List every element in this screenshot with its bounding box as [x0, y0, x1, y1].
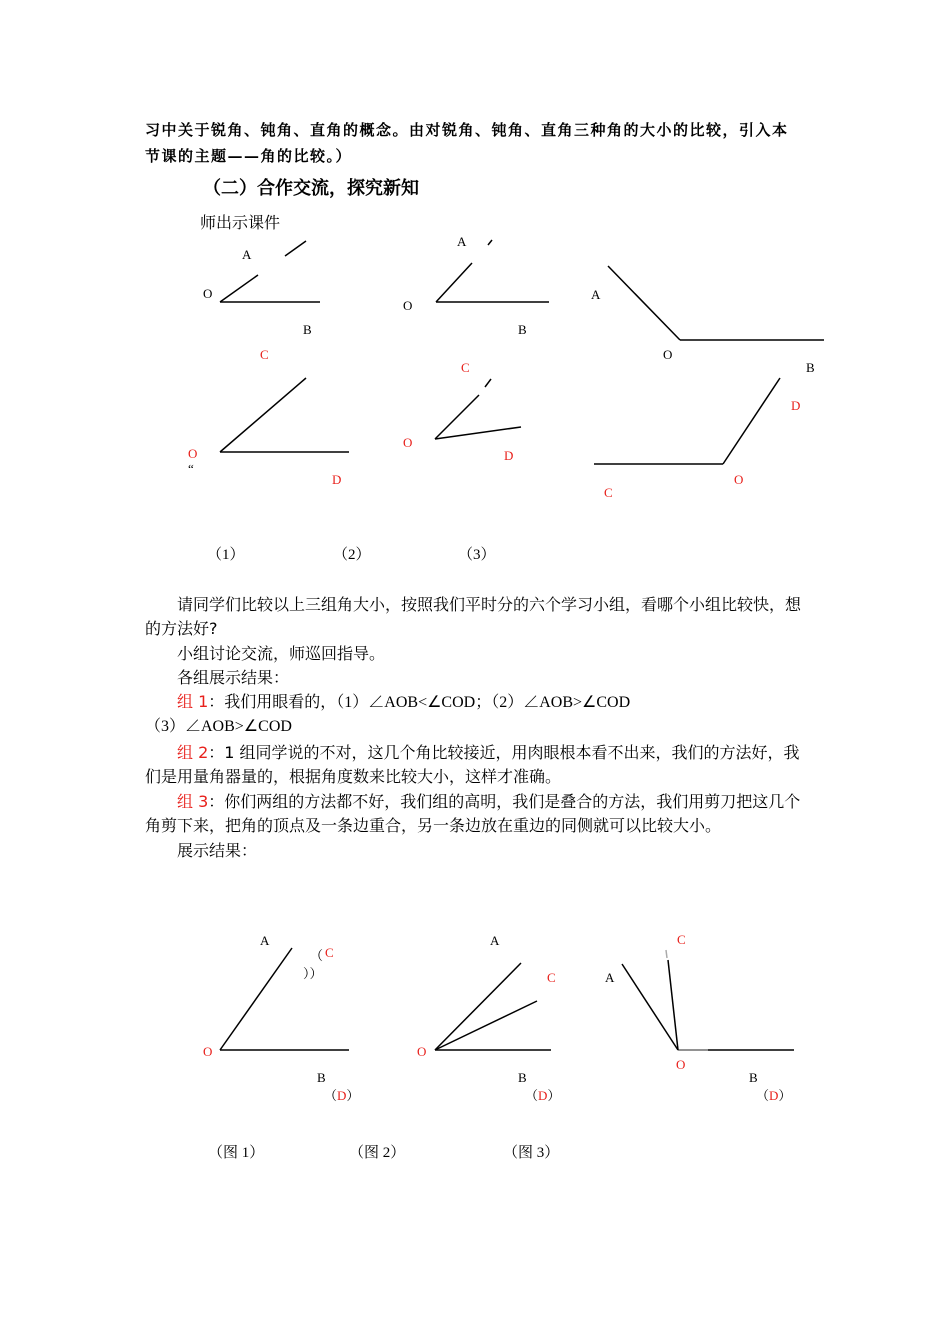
fig2-label-c: C: [461, 360, 470, 375]
bfig2-label-b: B: [518, 1070, 527, 1085]
intro-line-2: 节课的主题——角的比较。）: [145, 147, 353, 165]
teacher-shows-text: 师出示课件: [200, 213, 281, 232]
caption-1: （1）: [207, 547, 245, 563]
fig2-ray-oa-end: [488, 240, 492, 245]
group-1-label: 组 1: [177, 692, 209, 711]
bfig3-label-o: O: [676, 1057, 686, 1072]
group-2-text: ：1 组同学说的不对，这几个角比较接近，用肉眼根本看不出来，我们的方法好，我们是用量角器量的，根据角度数来比较大小，这样才准确。: [145, 743, 800, 786]
bfig1-ray-oa: [220, 948, 292, 1050]
fig3-ray-oa: [608, 266, 680, 340]
fig1-label-a: A: [242, 247, 252, 262]
intro-line-1: 习中关于锐角、钝角、直角的概念。由对锐角、钝角、直角三种角的大小的比较，引入本: [145, 121, 789, 139]
caption-figure-3: （图 3）: [503, 1145, 560, 1161]
caption-3: （3）: [458, 547, 496, 563]
bfig3-label-a: A: [605, 970, 615, 985]
fig2-label-a: A: [457, 234, 467, 249]
fig1-label-d: D: [332, 472, 342, 487]
bfig2-label-o: O: [417, 1044, 427, 1059]
bfig2-d: D: [538, 1088, 548, 1103]
bfig3-d: D: [769, 1088, 779, 1103]
fig2-label-o: O: [403, 298, 413, 313]
fig3-label-o-bottom: O: [734, 472, 744, 487]
paragraph-discussion: 小组讨论交流，师巡回指导。: [177, 644, 386, 663]
caption-figure-1: （图 1）: [208, 1145, 265, 1161]
bfig1-d-close: ）: [346, 1088, 360, 1103]
fig2-ray-oc-end: [485, 379, 491, 387]
fig2-ray-oa: [436, 263, 472, 302]
fig1-label-o-bottom: O: [188, 446, 198, 461]
paragraph-compare-instructions: 请同学们比较以上三组角大小，按照我们平时分的六个学习小组，看哪个小组比较快，想的方法好?: [145, 595, 802, 638]
group-1-text: ：我们用眼看的，（1）∠AOB<∠COD；（2）∠AOB>∠COD: [208, 694, 631, 711]
bfig2-label-a: A: [490, 933, 500, 948]
bfig3-ray-oc-end: [666, 950, 667, 958]
paragraph-results-intro: 各组展示结果：: [177, 668, 290, 687]
group-3-text: ：你们两组的方法都不好，我们组的高明，我们是叠合的方法，我们用剪刀把这几个角剪下来，把角的顶点及一条边重合，另一条边放在重边的同侧就可以比较大小。: [145, 792, 801, 835]
bfig3-label-b: B: [749, 1070, 758, 1085]
paragraph-group-3: [145, 790, 815, 838]
paragraph-group-1: [145, 690, 815, 715]
paragraph-show-results: 展示结果：: [177, 841, 258, 860]
fig1-label-o: O: [203, 286, 213, 301]
bfig2-label-d: [525, 1085, 560, 1104]
group-2-label: 组 2: [177, 743, 209, 762]
bfig3-label-d: [756, 1085, 791, 1104]
bfig3-d-open: （: [756, 1088, 770, 1103]
fig2-label-b: B: [518, 322, 527, 337]
bfig1-paren-close: ））: [303, 966, 323, 981]
bfig3-d-close: ）: [778, 1088, 792, 1103]
bfig1-d: D: [337, 1088, 347, 1103]
fig2-label-o-bottom: O: [403, 435, 413, 450]
fig1-ray-oa-end: [285, 241, 306, 256]
bfig1-d-open: （: [324, 1088, 338, 1103]
section-heading: （二）合作交流，探究新知: [203, 178, 419, 199]
bfig1-label-a: A: [260, 933, 270, 948]
bfig1-label-o: O: [203, 1044, 213, 1059]
fig1-ray-oc: [220, 378, 306, 452]
bfig1-label-b: B: [317, 1070, 326, 1085]
fig1-label-c: C: [260, 347, 269, 362]
bfig3-label-c: C: [677, 932, 686, 947]
paragraph-group-1-cont: （3）∠AOB>∠COD: [145, 718, 292, 735]
bfig2-ray-oa: [435, 963, 521, 1050]
fig3-ray-od: [723, 378, 780, 464]
fig3-label-a: A: [591, 287, 601, 302]
caption-2: （2）: [333, 547, 371, 563]
bfig2-d-open: （: [525, 1088, 539, 1103]
fig1-stray-quote: “: [188, 461, 194, 476]
fig2-ray-oc: [435, 395, 479, 439]
fig1-ray-oa: [220, 275, 258, 302]
bfig1-label-d: [324, 1085, 359, 1104]
bfig2-d-close: ）: [547, 1088, 561, 1103]
fig3-label-d: D: [791, 398, 801, 413]
fig3-label-c: C: [604, 485, 613, 500]
caption-figure-2: （图 2）: [349, 1145, 406, 1161]
bfig1-paren-open: （: [310, 948, 324, 963]
bfig1-label-c: C: [325, 945, 334, 960]
fig3-label-o: O: [663, 347, 673, 362]
paragraph-group-2: [145, 741, 815, 789]
bfig2-label-c: C: [547, 970, 556, 985]
fig2-ray-od: [435, 427, 521, 439]
group-3-label: 组 3: [177, 792, 209, 811]
fig2-label-d: D: [504, 448, 514, 463]
fig1-label-b: B: [303, 322, 312, 337]
fig3-label-b: B: [806, 360, 815, 375]
bfig2-ray-oc: [435, 1001, 537, 1050]
